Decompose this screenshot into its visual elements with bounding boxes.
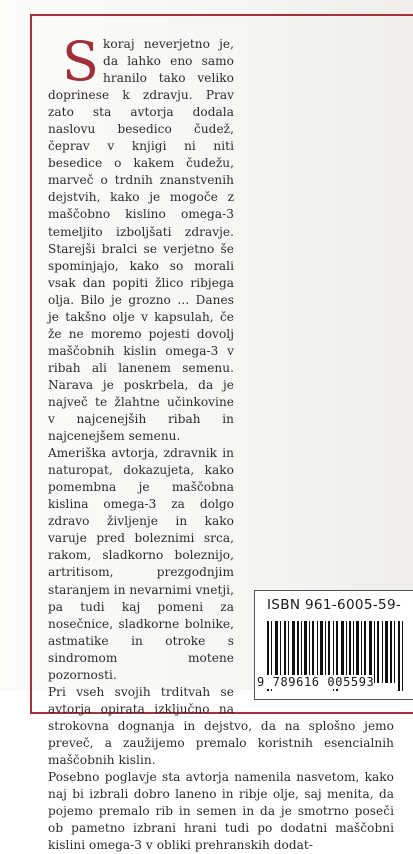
barcode-digits: 9 789616 005593 (257, 675, 375, 689)
paragraph-1: koraj neverjetno je, da lahko eno samo hranilo tako veliko doprinese k zdravju. Prav zato sta avtorja dodala naslovu besedico čudež, čeprav v knjigi ni niti besedice o kakem čudežu, marveč o trdnih znanstvenih dejstvih, kako je mogoče z maščobno kislino omega-3 temeljito izboljšati zdravje. Starejši bralci se verjetno še spominjajo, kako so morali vsak dan popiti žlico ribjega olja. Bilo je grozno … Danes je takšno olje v kapsulah, če že ne moremo pojesti dovolj maščobnih kislin omega-3 v ribah ali lanenem semenu. Narava je poskrbela, da je največ te žlahtne učinkovine v najcenejših ribah in najcenejšem semenu. (48, 37, 234, 444)
paragraph-4: Posebno poglavje sta avtorja namenila nasvetom, kako naj bi izbrali dobro laneno in ribje olje, saj menita, da pojemo premalo rib in semen in da je smotrno poseči ob pametno izbrani hrani tudi po dodatni maščobni kislini omega-3 v obliki prehranskih dodat- (48, 770, 394, 853)
paragraph-3: Pri vseh svojih trditvah se avtorja opirata izključno na strokovna dognanja in dejstvo, da na splošno jemo preveč, a zaužijemo premalo koristnih esencialnih maščobnih kislin. (48, 684, 394, 767)
blurb-text (48, 30, 394, 854)
isbn-barcode-box (254, 590, 413, 700)
isbn-label: ISBN 961-6005-59- (267, 597, 402, 613)
paragraph-2: Ameriška avtorja, zdravnik in naturopat, dokazujeta, kako pomembna je maščobna kislina omega-3 za dolgo zdravo življenje in kako varuje pred boleznimi srca, rakom, sladkorno boleznijo, artritisom, prezgodnjim staranjem in nevarnimi vnetji, pa tudi kaj pomeni za nosečnice, sladkorne bolnike, astmatike in otroke s sindromom motene pozornosti. (48, 446, 234, 682)
drop-cap: S (62, 30, 100, 93)
